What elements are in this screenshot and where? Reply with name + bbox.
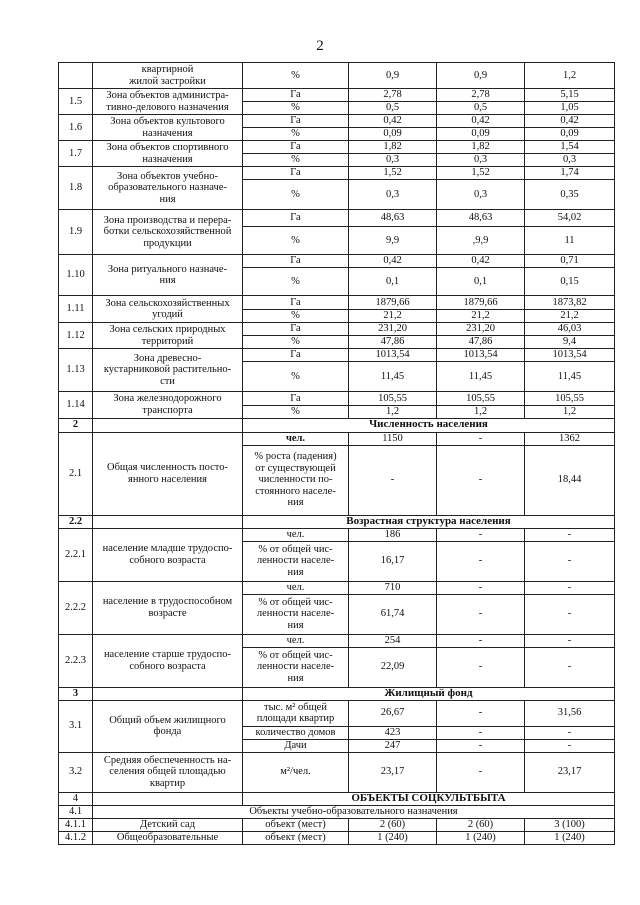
- table-cell: -: [525, 634, 615, 647]
- table-cell: население в трудоспособном возрасте: [93, 581, 243, 634]
- table-cell: 11,45: [525, 362, 615, 392]
- table-cell: % от общей чис- ленности населе- ния: [243, 541, 349, 581]
- table-cell: 2: [59, 418, 93, 432]
- table-cell: население старше трудоспо- собного возраста: [93, 634, 243, 687]
- table-cell: 46,03: [525, 323, 615, 336]
- table-cell: Зона объектов учебно- образовательного назначе- ния: [93, 167, 243, 210]
- table-row: [59, 831, 615, 844]
- table-cell: 231,20: [349, 323, 437, 336]
- table-cell: 48,63: [349, 210, 437, 227]
- table-cell: 23,17: [525, 752, 615, 792]
- table-cell: население младше трудоспо- собного возраста: [93, 528, 243, 581]
- table-cell: Средняя обеспеченность на- селения общей площадью квартир: [93, 752, 243, 792]
- table-row: [59, 752, 615, 792]
- table-cell: -: [525, 541, 615, 581]
- table-cell: 0,1: [349, 268, 437, 296]
- table-row: [59, 792, 615, 805]
- table-cell: 21,2: [349, 310, 437, 323]
- table-cell: 0,3: [437, 180, 525, 210]
- table-row: [59, 167, 615, 180]
- table-cell: 11: [525, 227, 615, 255]
- table-cell: Общий объем жилищного фонда: [93, 700, 243, 752]
- table-cell: -: [525, 581, 615, 594]
- table-cell: квартирной жилой застройки: [93, 63, 243, 89]
- table-cell: 1,2: [349, 406, 437, 419]
- table-cell: м²/чел.: [243, 752, 349, 792]
- table-cell: Зона ритуального назначе- ния: [93, 255, 243, 296]
- table-cell: 31,56: [525, 700, 615, 726]
- table-cell: 0,3: [525, 154, 615, 167]
- table-cell: 1 (240): [349, 831, 437, 844]
- table-cell: 0,09: [349, 128, 437, 141]
- table-cell: 54,02: [525, 210, 615, 227]
- table-cell: 1013,54: [349, 349, 437, 362]
- table-row: [59, 210, 615, 227]
- table-cell: %: [243, 336, 349, 349]
- table-cell: -: [437, 634, 525, 647]
- table-cell: -: [437, 647, 525, 687]
- table-cell: 2.2.1: [59, 528, 93, 581]
- table-cell: %: [243, 227, 349, 255]
- table-cell: 0,42: [349, 255, 437, 268]
- table-cell: объект (мест): [243, 818, 349, 831]
- table-cell: [93, 515, 243, 528]
- table-cell: 105,55: [525, 392, 615, 406]
- table-cell: Га: [243, 296, 349, 310]
- table-cell: 16,17: [349, 541, 437, 581]
- table-row: [59, 700, 615, 726]
- table-cell: Дачи: [243, 739, 349, 752]
- table-row: [59, 296, 615, 310]
- table-cell: 186: [349, 528, 437, 541]
- table-cell: 1.10: [59, 255, 93, 296]
- table-cell: 3: [59, 687, 93, 700]
- table-cell: ОБЪЕКТЫ СОЦКУЛЬТБЫТА: [243, 792, 615, 805]
- table-cell: 23,17: [349, 752, 437, 792]
- table-cell: 47,86: [437, 336, 525, 349]
- table-cell: чел.: [243, 432, 349, 445]
- table-cell: 2.1: [59, 432, 93, 515]
- table-cell: 21,2: [525, 310, 615, 323]
- table-cell: -: [525, 739, 615, 752]
- table-cell: Зона объектов спортивного назначения: [93, 141, 243, 167]
- table-cell: 9,4: [525, 336, 615, 349]
- table-cell: %: [243, 310, 349, 323]
- table-cell: 231,20: [437, 323, 525, 336]
- table-cell: 423: [349, 726, 437, 739]
- table-cell: % от общей чис- ленности населе- ния: [243, 647, 349, 687]
- table-cell: 1.12: [59, 323, 93, 349]
- table-cell: 1 (240): [437, 831, 525, 844]
- table-cell: 0,42: [525, 115, 615, 128]
- table-cell: 0,3: [437, 154, 525, 167]
- table-cell: Общеобразовательные: [93, 831, 243, 844]
- table-row: [59, 634, 615, 647]
- table-cell: 710: [349, 581, 437, 594]
- table-cell: 254: [349, 634, 437, 647]
- table-cell: 0,15: [525, 268, 615, 296]
- table-cell: Га: [243, 349, 349, 362]
- table-cell: Га: [243, 255, 349, 268]
- table-cell: 1.13: [59, 349, 93, 392]
- table-cell: -: [525, 726, 615, 739]
- table-cell: -: [437, 432, 525, 445]
- table-cell: %: [243, 102, 349, 115]
- table-cell: %: [243, 154, 349, 167]
- table-cell: 0,9: [349, 63, 437, 89]
- table-cell: Общая численность посто- янного населения: [93, 432, 243, 515]
- table-cell: 1013,54: [437, 349, 525, 362]
- table-cell: 105,55: [349, 392, 437, 406]
- table-cell: -: [437, 541, 525, 581]
- table-cell: Жилищный фонд: [243, 687, 615, 700]
- table-cell: 1.5: [59, 89, 93, 115]
- table-cell: 2 (60): [437, 818, 525, 831]
- table-cell: 1.11: [59, 296, 93, 323]
- table-cell: 3 (100): [525, 818, 615, 831]
- table-cell: 9,9: [349, 227, 437, 255]
- table-cell: 11,45: [349, 362, 437, 392]
- table-cell: %: [243, 128, 349, 141]
- table-cell: Объекты учебно-образовательного назначения: [93, 805, 615, 818]
- page-number: 2: [316, 38, 324, 54]
- table-cell: 1,52: [437, 167, 525, 180]
- table-row: [59, 255, 615, 268]
- table-row: [59, 89, 615, 102]
- table-cell: -: [525, 647, 615, 687]
- table-row: [59, 63, 615, 89]
- table-cell: 61,74: [349, 594, 437, 634]
- table-cell: Численность населения: [243, 418, 615, 432]
- table-cell: % роста (падения) от существующей численности по- стоянного населе- ния: [243, 445, 349, 515]
- table-cell: -: [437, 445, 525, 515]
- table-cell: чел.: [243, 634, 349, 647]
- table-cell: %: [243, 180, 349, 210]
- table-cell: 1.14: [59, 392, 93, 419]
- table-cell: 3.1: [59, 700, 93, 752]
- table-cell: Зона объектов культового назначения: [93, 115, 243, 141]
- table-cell: 0,5: [437, 102, 525, 115]
- table-cell: 1,54: [525, 141, 615, 154]
- table-cell: [93, 687, 243, 700]
- table-cell: 11,45: [437, 362, 525, 392]
- table-cell: -: [437, 726, 525, 739]
- table-row: [59, 115, 615, 128]
- table-cell: 22,09: [349, 647, 437, 687]
- table-cell: %: [243, 406, 349, 419]
- table-cell: объект (мест): [243, 831, 349, 844]
- table-cell: 0,3: [349, 154, 437, 167]
- table-cell: -: [525, 594, 615, 634]
- table-cell: [59, 63, 93, 89]
- table-cell: 18,44: [525, 445, 615, 515]
- table-cell: Га: [243, 141, 349, 154]
- table-cell: 2.2: [59, 515, 93, 528]
- table-cell: 1,52: [349, 167, 437, 180]
- table-cell: 1,2: [437, 406, 525, 419]
- table-cell: Зона объектов администра- тивно-делового назначения: [93, 89, 243, 115]
- table-row: [59, 515, 615, 528]
- table-cell: 0,09: [437, 128, 525, 141]
- table-cell: 0,5: [349, 102, 437, 115]
- table-row: [59, 805, 615, 818]
- table-cell: 1.8: [59, 167, 93, 210]
- table-cell: 4.1: [59, 805, 93, 818]
- table-cell: 21,2: [437, 310, 525, 323]
- table-cell: Зона древесно- кустарниковой растительно- сти: [93, 349, 243, 392]
- table-cell: 0,1: [437, 268, 525, 296]
- table-cell: 247: [349, 739, 437, 752]
- table-cell: тыс. м² общей площади квартир: [243, 700, 349, 726]
- table-cell: %: [243, 63, 349, 89]
- table-cell: -: [437, 581, 525, 594]
- table-row: [59, 581, 615, 594]
- table-cell: Возрастная структура населения: [243, 515, 615, 528]
- table-row: [59, 392, 615, 406]
- table-cell: 0,09: [525, 128, 615, 141]
- table-cell: 2.2.2: [59, 581, 93, 634]
- table-cell: 3.2: [59, 752, 93, 792]
- table-cell: Зона производства и перера- ботки сельскохозяйственной продукции: [93, 210, 243, 255]
- table-cell: 4.1.1: [59, 818, 93, 831]
- table-cell: 0,42: [437, 255, 525, 268]
- table-cell: -: [437, 594, 525, 634]
- table-row: [59, 687, 615, 700]
- table-cell: 1.6: [59, 115, 93, 141]
- table-row: [59, 349, 615, 362]
- table-cell: Зона сельскохозяйственных угодий: [93, 296, 243, 323]
- table-cell: -: [437, 700, 525, 726]
- table-cell: ,9,9: [437, 227, 525, 255]
- table-cell: 1,2: [525, 406, 615, 419]
- table-cell: Зона железнодорожного транспорта: [93, 392, 243, 419]
- table-cell: 0,71: [525, 255, 615, 268]
- table-cell: -: [525, 528, 615, 541]
- table-cell: Га: [243, 167, 349, 180]
- table-cell: 1362: [525, 432, 615, 445]
- table-cell: Детский сад: [93, 818, 243, 831]
- table-cell: 0,9: [437, 63, 525, 89]
- table-cell: 1879,66: [349, 296, 437, 310]
- table-cell: чел.: [243, 581, 349, 594]
- table-cell: 47,86: [349, 336, 437, 349]
- table-cell: [93, 792, 243, 805]
- table-row: [59, 418, 615, 432]
- table-cell: 1,2: [525, 63, 615, 89]
- table-row: [59, 432, 615, 445]
- table-cell: 1,82: [349, 141, 437, 154]
- table-cell: 1.7: [59, 141, 93, 167]
- table-row: [59, 141, 615, 154]
- table-cell: чел.: [243, 528, 349, 541]
- table-row: [59, 528, 615, 541]
- table-cell: 48,63: [437, 210, 525, 227]
- table-cell: 0,42: [349, 115, 437, 128]
- table-cell: -: [437, 739, 525, 752]
- table-cell: Га: [243, 115, 349, 128]
- table-cell: Га: [243, 210, 349, 227]
- table-cell: 1,05: [525, 102, 615, 115]
- table-cell: Га: [243, 392, 349, 406]
- table-cell: [93, 418, 243, 432]
- table-cell: 1.9: [59, 210, 93, 255]
- table-cell: -: [349, 445, 437, 515]
- table-cell: 2 (60): [349, 818, 437, 831]
- table-cell: -: [437, 752, 525, 792]
- table-cell: 0,3: [349, 180, 437, 210]
- table-cell: %: [243, 362, 349, 392]
- table-cell: 1879,66: [437, 296, 525, 310]
- table-cell: 4: [59, 792, 93, 805]
- table-cell: 1,82: [437, 141, 525, 154]
- table-row: [59, 818, 615, 831]
- table-cell: 26,67: [349, 700, 437, 726]
- table-row: [59, 323, 615, 336]
- table-cell: Га: [243, 323, 349, 336]
- table-cell: 2.2.3: [59, 634, 93, 687]
- table-cell: 1 (240): [525, 831, 615, 844]
- table-cell: 1013,54: [525, 349, 615, 362]
- table-cell: 105,55: [437, 392, 525, 406]
- table-cell: Га: [243, 89, 349, 102]
- indicators-table: [58, 62, 615, 845]
- table-cell: 0,42: [437, 115, 525, 128]
- table-cell: 2,78: [437, 89, 525, 102]
- table-cell: 2,78: [349, 89, 437, 102]
- table-cell: 1873,82: [525, 296, 615, 310]
- table-cell: -: [437, 528, 525, 541]
- table-cell: 1,74: [525, 167, 615, 180]
- table-cell: 1150: [349, 432, 437, 445]
- table-cell: количество домов: [243, 726, 349, 739]
- table-cell: Зона сельских природных территорий: [93, 323, 243, 349]
- table-cell: %: [243, 268, 349, 296]
- table-cell: 5,15: [525, 89, 615, 102]
- table-cell: 0,35: [525, 180, 615, 210]
- table-cell: 4.1.2: [59, 831, 93, 844]
- table-cell: % от общей чис- ленности населе- ния: [243, 594, 349, 634]
